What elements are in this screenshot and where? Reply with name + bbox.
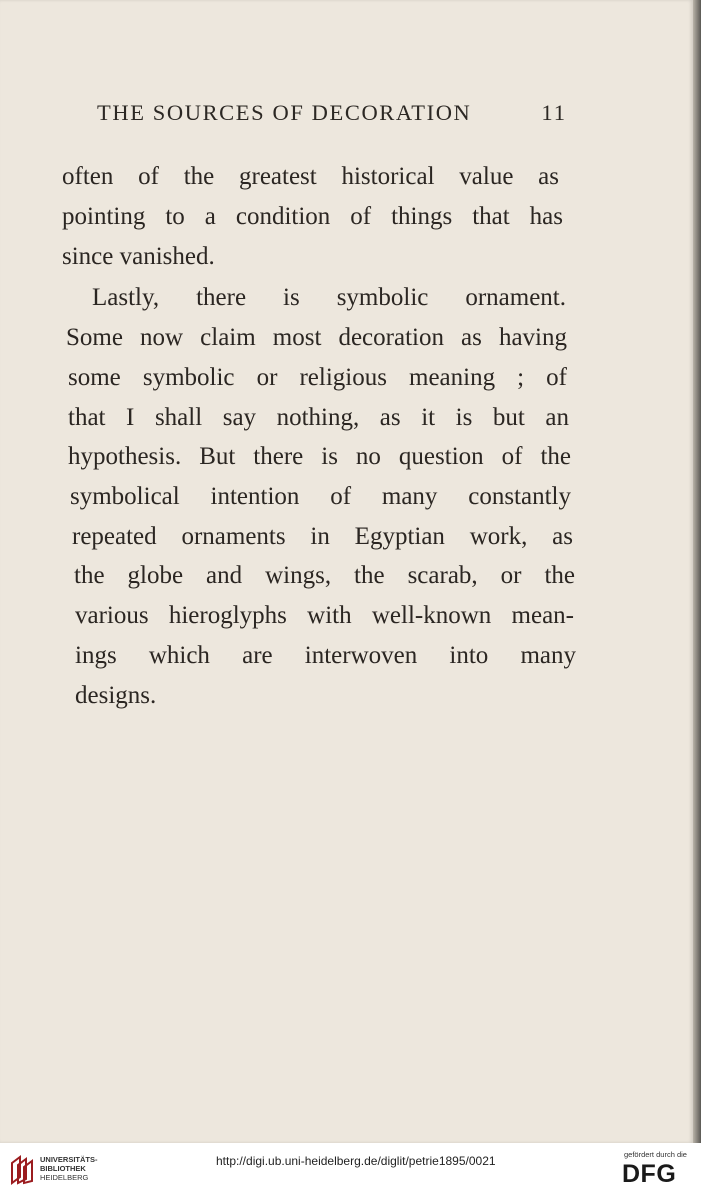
dfg-logo: DFG bbox=[622, 1160, 677, 1188]
library-name-line: HEIDELBERG bbox=[40, 1173, 89, 1182]
library-logo-icon bbox=[8, 1153, 38, 1187]
text-line: Some now claim most decoration as having bbox=[66, 324, 567, 351]
page-number: 11 bbox=[541, 100, 567, 125]
text-line: that I shall say nothing, as it is but an bbox=[68, 404, 569, 431]
source-url-link[interactable]: http://digi.ub.uni-heidelberg.de/diglit/petrie1895/0021 bbox=[216, 1154, 496, 1168]
funding-note: gefördert durch die bbox=[624, 1150, 687, 1159]
text-line: some symbolic or religious meaning ; of bbox=[68, 364, 567, 391]
text-line: hypothesis. But there is no question of the bbox=[68, 443, 571, 470]
page-edge bbox=[693, 0, 701, 1143]
text-line: various hieroglyphs with well-known mean- bbox=[75, 602, 574, 629]
library-name bbox=[40, 1155, 98, 1182]
running-title: THE SOURCES OF DECORATION bbox=[97, 100, 472, 125]
text-line: since vanished. bbox=[62, 243, 215, 270]
text-line: the globe and wings, the scarab, or the bbox=[74, 562, 575, 589]
digitization-footer bbox=[0, 1143, 701, 1195]
text-line: repeated ornaments in Egyptian work, as bbox=[72, 523, 573, 550]
running-header bbox=[97, 100, 567, 126]
text-line: pointing to a condition of things that has bbox=[62, 203, 563, 230]
text-line: symbolical intention of many constantly bbox=[70, 483, 571, 510]
text-line: ings which are interwoven into many bbox=[75, 642, 576, 669]
text-line: designs. bbox=[75, 682, 157, 709]
text-line: often of the greatest historical value as bbox=[62, 163, 559, 190]
text-line: Lastly, there is symbolic ornament. bbox=[92, 284, 566, 311]
library-name-line: UNIVERSITÄTS- bbox=[40, 1155, 98, 1164]
library-name-line: BIBLIOTHEK bbox=[40, 1164, 86, 1173]
